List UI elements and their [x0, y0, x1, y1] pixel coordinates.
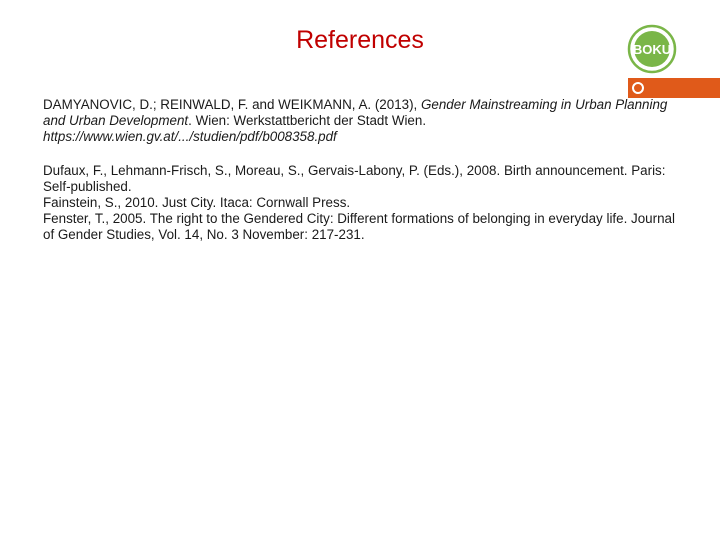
- reference-item: Fenster, T., 2005. The right to the Gendered City: Different formations of belonging in everyday life. Journal of Gender Studies, Vol. 14, No. 3 November: 217-231.: [43, 211, 675, 242]
- reference-list: [43, 97, 683, 243]
- logo-text: BOKU: [632, 42, 672, 57]
- reference-publisher: . Wien: Werkstattbericht der Stadt Wien.: [188, 113, 427, 128]
- boku-logo: [627, 24, 677, 74]
- reference-item: [43, 97, 683, 145]
- reference-authors: DAMYANOVIC, D.; REINWALD, F. and WEIKMANN, A. (2013),: [43, 97, 421, 112]
- accent-bar: [628, 78, 720, 98]
- reference-title: Gender Mainstreaming in Urban Planning and Urban Development: [43, 97, 668, 128]
- circle-icon: [632, 82, 644, 94]
- reference-item: Dufaux, F., Lehmann-Frisch, S., Moreau, S., Gervais-Labony, P. (Eds.), 2008. Birth announcement. Paris: Self-published.: [43, 163, 666, 194]
- reference-url[interactable]: https://www.wien.gv.at/.../studien/pdf/b008358.pdf: [43, 129, 337, 144]
- reference-item: Fainstein, S., 2010. Just City. Itaca: Cornwall Press.: [43, 195, 351, 210]
- slide-title: References: [296, 26, 424, 54]
